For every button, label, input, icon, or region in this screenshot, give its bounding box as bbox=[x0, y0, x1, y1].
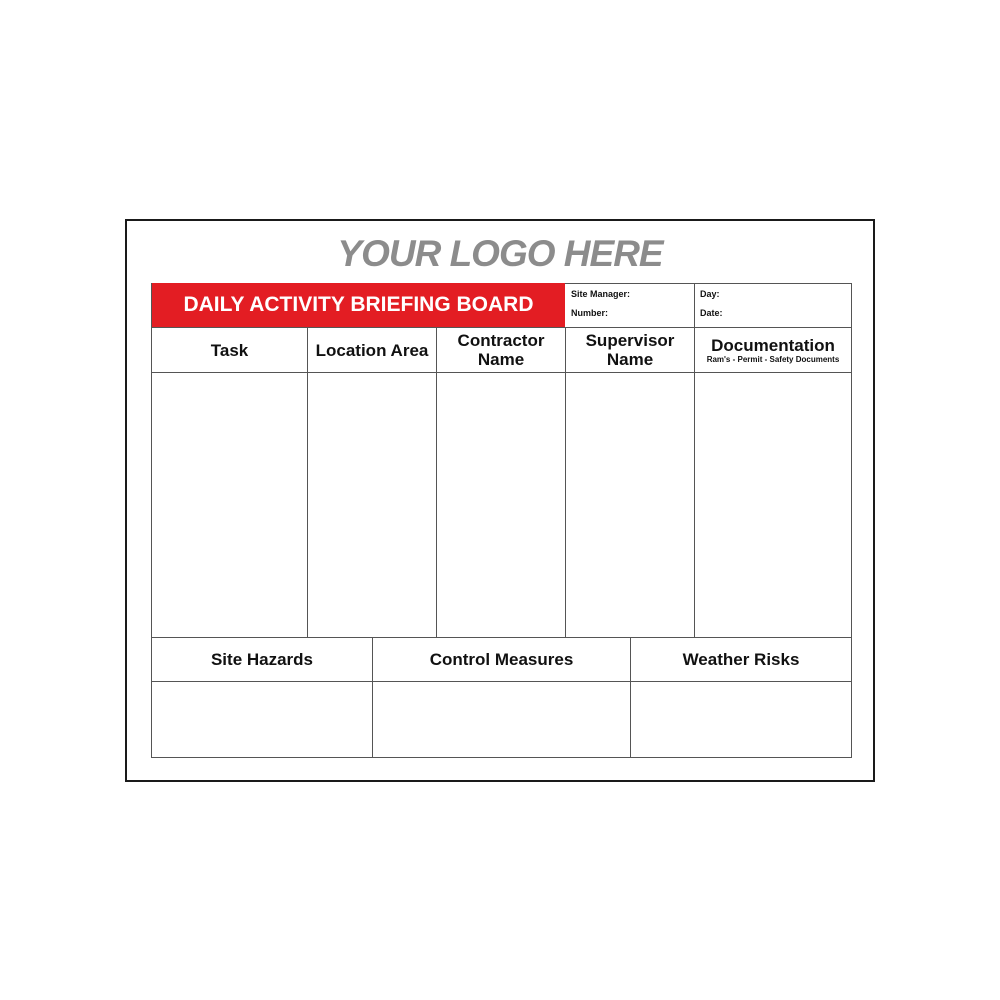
grid-line bbox=[851, 283, 852, 757]
column-header-label: Supervisor Name bbox=[585, 331, 675, 369]
column-header-label: Documentation bbox=[711, 335, 835, 355]
section-header-label: Weather Risks bbox=[682, 650, 800, 669]
board-title: DAILY ACTIVITY BRIEFING BOARD bbox=[152, 283, 565, 327]
grid-line bbox=[694, 283, 695, 327]
column-header-location-area bbox=[308, 328, 436, 372]
column-header-label: Location Area bbox=[315, 340, 429, 360]
contractor-name-cell[interactable] bbox=[437, 373, 565, 637]
weather-risks-cell[interactable] bbox=[631, 682, 851, 757]
section-header-control-measures bbox=[373, 638, 630, 681]
supervisor-name-cell[interactable] bbox=[566, 373, 694, 637]
task-cell[interactable] bbox=[152, 373, 307, 637]
column-header-supervisor-name bbox=[582, 328, 678, 372]
column-header-sublabel: Ram's - Permit - Safety Documents bbox=[706, 354, 840, 364]
column-header-label: Contractor Name bbox=[457, 331, 545, 369]
date-label: Date: bbox=[700, 308, 723, 318]
grid-line bbox=[151, 757, 852, 758]
logo-placeholder: YOUR LOGO HERE bbox=[337, 233, 663, 274]
location-area-cell[interactable] bbox=[308, 373, 436, 637]
column-header-label: Task bbox=[210, 340, 249, 360]
column-header-contractor-name bbox=[457, 328, 545, 372]
documentation-cell[interactable] bbox=[695, 373, 851, 637]
grid-line bbox=[565, 283, 852, 284]
control-measures-cell[interactable] bbox=[373, 682, 630, 757]
briefing-board bbox=[125, 219, 875, 782]
column-header-documentation bbox=[695, 328, 851, 372]
column-header-task bbox=[152, 328, 307, 372]
section-header-label: Control Measures bbox=[429, 650, 574, 669]
site-manager-label: Site Manager: bbox=[571, 289, 631, 299]
section-header-weather-risks bbox=[631, 638, 851, 681]
site-hazards-cell[interactable] bbox=[152, 682, 372, 757]
number-label: Number: bbox=[571, 308, 609, 318]
day-label: Day: bbox=[700, 289, 720, 299]
section-header-site-hazards bbox=[152, 638, 372, 681]
section-header-label: Site Hazards bbox=[210, 650, 314, 669]
